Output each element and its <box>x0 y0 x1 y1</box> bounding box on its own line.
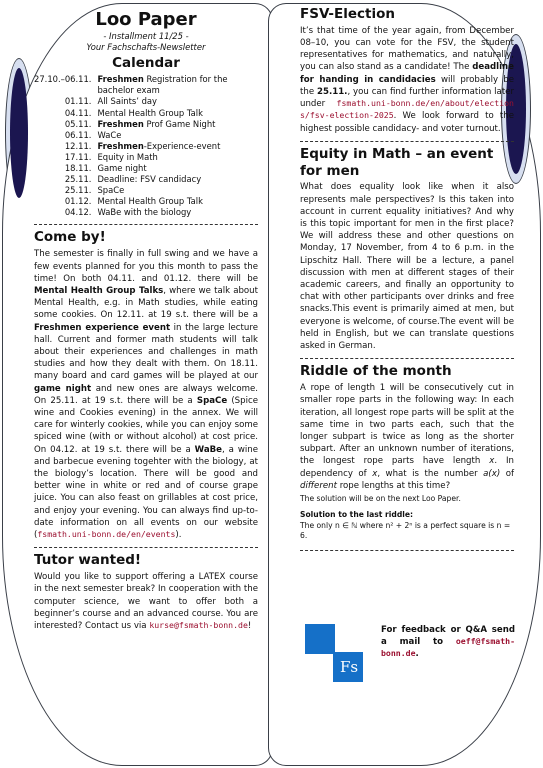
fsv-election-link[interactable]: fsmath.uni-bonn.de/en/about/elections/fsv-election-2025 <box>300 98 514 121</box>
section-divider <box>34 224 258 225</box>
calendar-date: 12.11. <box>64 140 92 151</box>
newsletter-title: Loo Paper <box>95 9 197 30</box>
calendar-date: 01.12. <box>64 196 92 207</box>
calendar-row <box>34 196 258 207</box>
fsv-text: It’s that time of the year again, from December 08–10, you can vote for the FSV, the student representatives for mathematics, and naturally, you can also stand as a candidate! The deadline for handing in candidacies will probably be the 25.11., you can find further information later under fsmath.uni-bonn.de/en/about/elections/fsv-election-2025. We look forward to the highest possible candidacy- and voter turnout. <box>300 25 515 134</box>
roll-core-left <box>10 68 28 198</box>
calendar-table <box>34 74 258 218</box>
calendar-date: 18.11. <box>64 163 92 173</box>
calendar-date: 01.11. <box>64 96 92 107</box>
calendar-row <box>34 185 258 196</box>
calendar-row <box>34 74 258 96</box>
solution-block: Solution to the last riddle: The only n ∈ ℕ where n² + 2ⁿ is a perfect square is n = 6. <box>300 509 511 541</box>
fs-logo-text: Fs <box>339 658 359 676</box>
installment-label: - Installment 11/25 - <box>103 30 189 41</box>
calendar-event: Deadline: FSV candidacy <box>97 174 202 185</box>
calendar-row <box>34 130 258 141</box>
fachschaft-logo <box>305 624 365 684</box>
calendar-date: 25.11. <box>64 174 92 185</box>
tutor-text: Would you like to support offering a LATEX course in the next semester break? In cooperation with the computer science, we want to offer both a beginner’s course and an advanced course. You are interested? Contact us via kurse@fsmath-bonn.de! <box>34 572 258 631</box>
calendar-event: Equity in Math <box>97 151 158 162</box>
calendar-date: 06.11. <box>64 129 92 140</box>
feedback-email-link[interactable]: oeff@fsmath-bonn.de <box>381 636 515 659</box>
calendar-row <box>34 207 258 218</box>
calendar-row <box>34 108 258 119</box>
right-column <box>300 6 514 555</box>
calendar-event: All Saints’ day <box>97 96 157 107</box>
solution-heading: Solution to the last riddle <box>300 509 411 519</box>
riddle-heading: Riddle of the month <box>300 363 452 380</box>
calendar-row <box>34 152 258 163</box>
solution-text: The only n ∈ ℕ where n² + 2ⁿ is a perfect square is n = 6. <box>300 520 511 541</box>
calendar-event: Game night <box>97 163 147 173</box>
calendar-row <box>34 174 258 185</box>
section-divider <box>300 358 514 359</box>
calendar-row <box>34 96 258 107</box>
calendar-date: 27.10.–06.11. <box>34 74 92 85</box>
calendar-heading: Calendar <box>112 55 180 72</box>
equity-heading: Equity in Math – an event for men <box>300 145 494 179</box>
calendar-row <box>34 119 258 130</box>
section-divider <box>34 547 258 548</box>
calendar-date: 04.12. <box>64 207 92 218</box>
calendar-date: 05.11. <box>64 118 92 129</box>
events-link[interactable]: fsmath.uni-bonn.de/en/events <box>37 529 176 540</box>
calendar-event: Mental Health Group Talk <box>97 196 203 207</box>
calendar-date: 25.11. <box>64 185 92 196</box>
section-divider <box>300 550 514 551</box>
equity-text: What does equality look like when it also represents male perspectives? Is this taken into account in current equality initiatives? And why is this topic important for men in the first place?We will address these and other questions on Monday, 17 November, from 4 to 6 p.m. in the Lipschitz Hall. There will be a lecture, a panel discussion with men at different stages of their academic careers, and finally an opportunity to chat with other participants over drinks and free snacks.This event is primarily aimed at men, but everyone is welcome, of course.The event will be held in English, but we can translate questions asked in German. <box>300 182 514 352</box>
newsletter-subtitle: Your Fachschafts-Newsletter <box>86 42 206 53</box>
riddle-note: The solution will be on the next Loo Paper. <box>300 494 461 503</box>
calendar-event: WaCe <box>97 129 122 140</box>
come-by-heading: Come by! <box>34 229 106 246</box>
calendar-event: Mental Health Group Talk <box>97 107 203 118</box>
calendar-date: 04.11. <box>64 107 92 118</box>
courses-email-link[interactable]: kurse@fsmath-bonn.de <box>149 619 248 630</box>
fsv-heading: FSV-Election <box>300 6 395 22</box>
come-by-text: The semester is finally in full swing and we have a few events planned for you this month to pass the time! On both 04.11. and 01.12. there will be Mental Health Group Talks, where we talk about Mental Health, e.g. in Math studies, while eating some cookies. On 12.11. at 19 s.t. there will be a Freshmen experience event in the large lecture hall. Current and former math students will talk about their experiences and challenges in math studies and how they dealt with them. On 18.11. many board and card games will be played at our game night and new ones are always welcome. On 25.11. at 19 s.t. there will be a SpaCe (Spice wine and Cookies evening) in the annex. We will care for winterly cookies, while you can enjoy some spiced wine (with or without alcohol) at cost price. On 04.12. at 19 s.t. there will be a WaBe, a wine and barbecue evening togehter with the biology, at the biology’s location. There will be good and better wine in white or red and of course grape juice. You can also feast on grillables at cost price, and enjoy your evening. You can always find up-to-date information on all events on our website (fsmath.uni-bonn.de/en/events). <box>34 249 258 541</box>
calendar-event: WaBe with the biology <box>97 207 192 218</box>
calendar-row <box>34 163 258 174</box>
calendar-row <box>34 141 258 152</box>
riddle-text: A rope of length 1 will be consecutively cut in smaller rope parts in the following way: In each iteration, all longest rope parts will be split at the same time in two parts each, such that the longer subpart is twice as long as the shorter subpart. After an unknown number of iterations, the longest rope parts have length x. In dependency of x, what is the number a(x) of different rope lengths at this time? <box>300 383 514 491</box>
calendar-event: Freshmen Registration for the bachelor exam <box>97 74 228 96</box>
left-column <box>34 10 258 632</box>
section-divider <box>300 141 514 142</box>
tutor-heading: Tutor wanted! <box>34 552 142 569</box>
calendar-event: Freshmen Prof Game Night <box>97 118 216 129</box>
calendar-date: 17.11. <box>64 151 92 162</box>
calendar-event: Freshmen-Experience-event <box>97 140 221 151</box>
calendar-event: SpaCe <box>97 185 125 196</box>
feedback-note: For feedback or Q&A send a mail to oeff@fsmath-bonn.de. <box>381 625 515 660</box>
